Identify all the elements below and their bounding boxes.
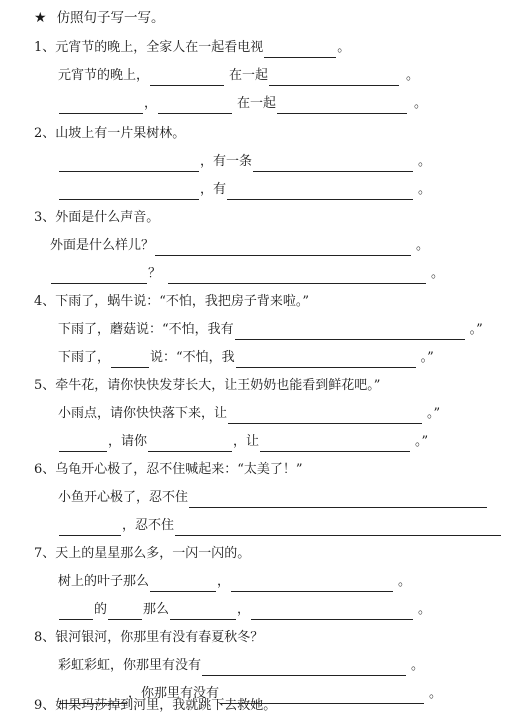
answer-blank[interactable]	[251, 604, 413, 620]
answer-blank[interactable]	[111, 352, 149, 368]
answer-blank[interactable]	[150, 70, 224, 86]
answer-blank[interactable]	[260, 436, 410, 452]
answer-blank[interactable]	[202, 660, 406, 676]
q5-line-1: 小雨点，请你快快落下来，让 。”	[58, 404, 440, 424]
q4-line-2: 下雨了， 说：“不怕，我 。”	[58, 348, 434, 368]
answer-blank[interactable]	[59, 184, 199, 200]
worksheet-title	[34, 8, 165, 28]
answer-blank[interactable]	[231, 576, 393, 592]
q3-stem: 3、外面是什么声音。	[34, 210, 160, 225]
instruction-text: 仿照句子写一写。	[56, 10, 165, 26]
q5-stem: 5、牵牛花，请你快快发芽长大，让王奶奶也能看到鲜花吧。”	[34, 378, 381, 393]
answer-blank[interactable]	[228, 408, 422, 424]
q9-stem: 9、如果玛莎掉到河里，我就跳下去救她。	[34, 698, 277, 713]
q4-stem: 4、下雨了，蜗牛说：“不怕，我把房子背来啦。”	[34, 294, 310, 309]
q3-line-2: ？ 。	[50, 264, 444, 284]
answer-blank[interactable]	[158, 98, 232, 114]
answer-blank[interactable]	[59, 436, 107, 452]
q8-line-1: 彩虹彩虹，你那里有没有 。	[58, 656, 424, 676]
q7-line-1: 树上的叶子那么 ， 。	[58, 572, 411, 592]
q2-stem: 2、山坡上有一片果树林。	[34, 126, 186, 141]
q1-line-2: ， 在一起 。	[58, 94, 427, 114]
answer-blank[interactable]	[269, 70, 399, 86]
q8-line-2: ，你那里有没有 。	[58, 684, 442, 704]
answer-blank[interactable]	[59, 98, 143, 114]
q7-line-2: 的 那么 ， 。	[58, 600, 431, 620]
answer-blank[interactable]	[170, 604, 236, 620]
answer-blank[interactable]	[253, 156, 413, 172]
answer-blank[interactable]	[168, 268, 426, 284]
q6-line-1: 小鱼开心极了，忍不住	[58, 488, 488, 508]
q1-line-1: 元宵节的晚上， 在一起 。	[58, 66, 419, 86]
answer-blank[interactable]	[155, 240, 411, 256]
q1-stem-blank[interactable]	[264, 42, 336, 58]
q8-stem: 8、银河银河，你那里有没有春夏秋冬？	[34, 630, 264, 645]
q1-stem: 1、元宵节的晚上，全家人在一起看电视 。	[34, 38, 350, 58]
star-icon: ★	[34, 10, 47, 26]
answer-blank[interactable]	[148, 436, 232, 452]
answer-blank[interactable]	[236, 352, 416, 368]
answer-blank[interactable]	[59, 520, 121, 536]
q4-line-1: 下雨了，蘑菇说：“不怕，我有 。”	[58, 320, 483, 340]
q6-line-2: ，忍不住	[58, 516, 502, 536]
q5-line-2: ，请你 ，让 。”	[58, 432, 428, 452]
answer-blank[interactable]	[175, 520, 501, 536]
q3-line-1: 外面是什么样儿？ 。	[50, 236, 429, 256]
q6-stem: 6、乌龟开心极了，忍不住喊起来：“太美了！”	[34, 462, 303, 477]
q2-line-2: ，有 。	[58, 180, 431, 200]
answer-blank[interactable]	[108, 604, 142, 620]
answer-blank[interactable]	[59, 604, 93, 620]
answer-blank[interactable]	[59, 156, 199, 172]
answer-blank[interactable]	[150, 576, 216, 592]
answer-blank[interactable]	[189, 492, 487, 508]
q7-stem: 7、天上的星星那么多，一闪一闪的。	[34, 546, 251, 561]
answer-blank[interactable]	[277, 98, 407, 114]
q2-line-1: ，有一条 。	[58, 152, 431, 172]
answer-blank[interactable]	[235, 324, 465, 340]
answer-blank[interactable]	[51, 268, 147, 284]
answer-blank[interactable]	[227, 184, 413, 200]
